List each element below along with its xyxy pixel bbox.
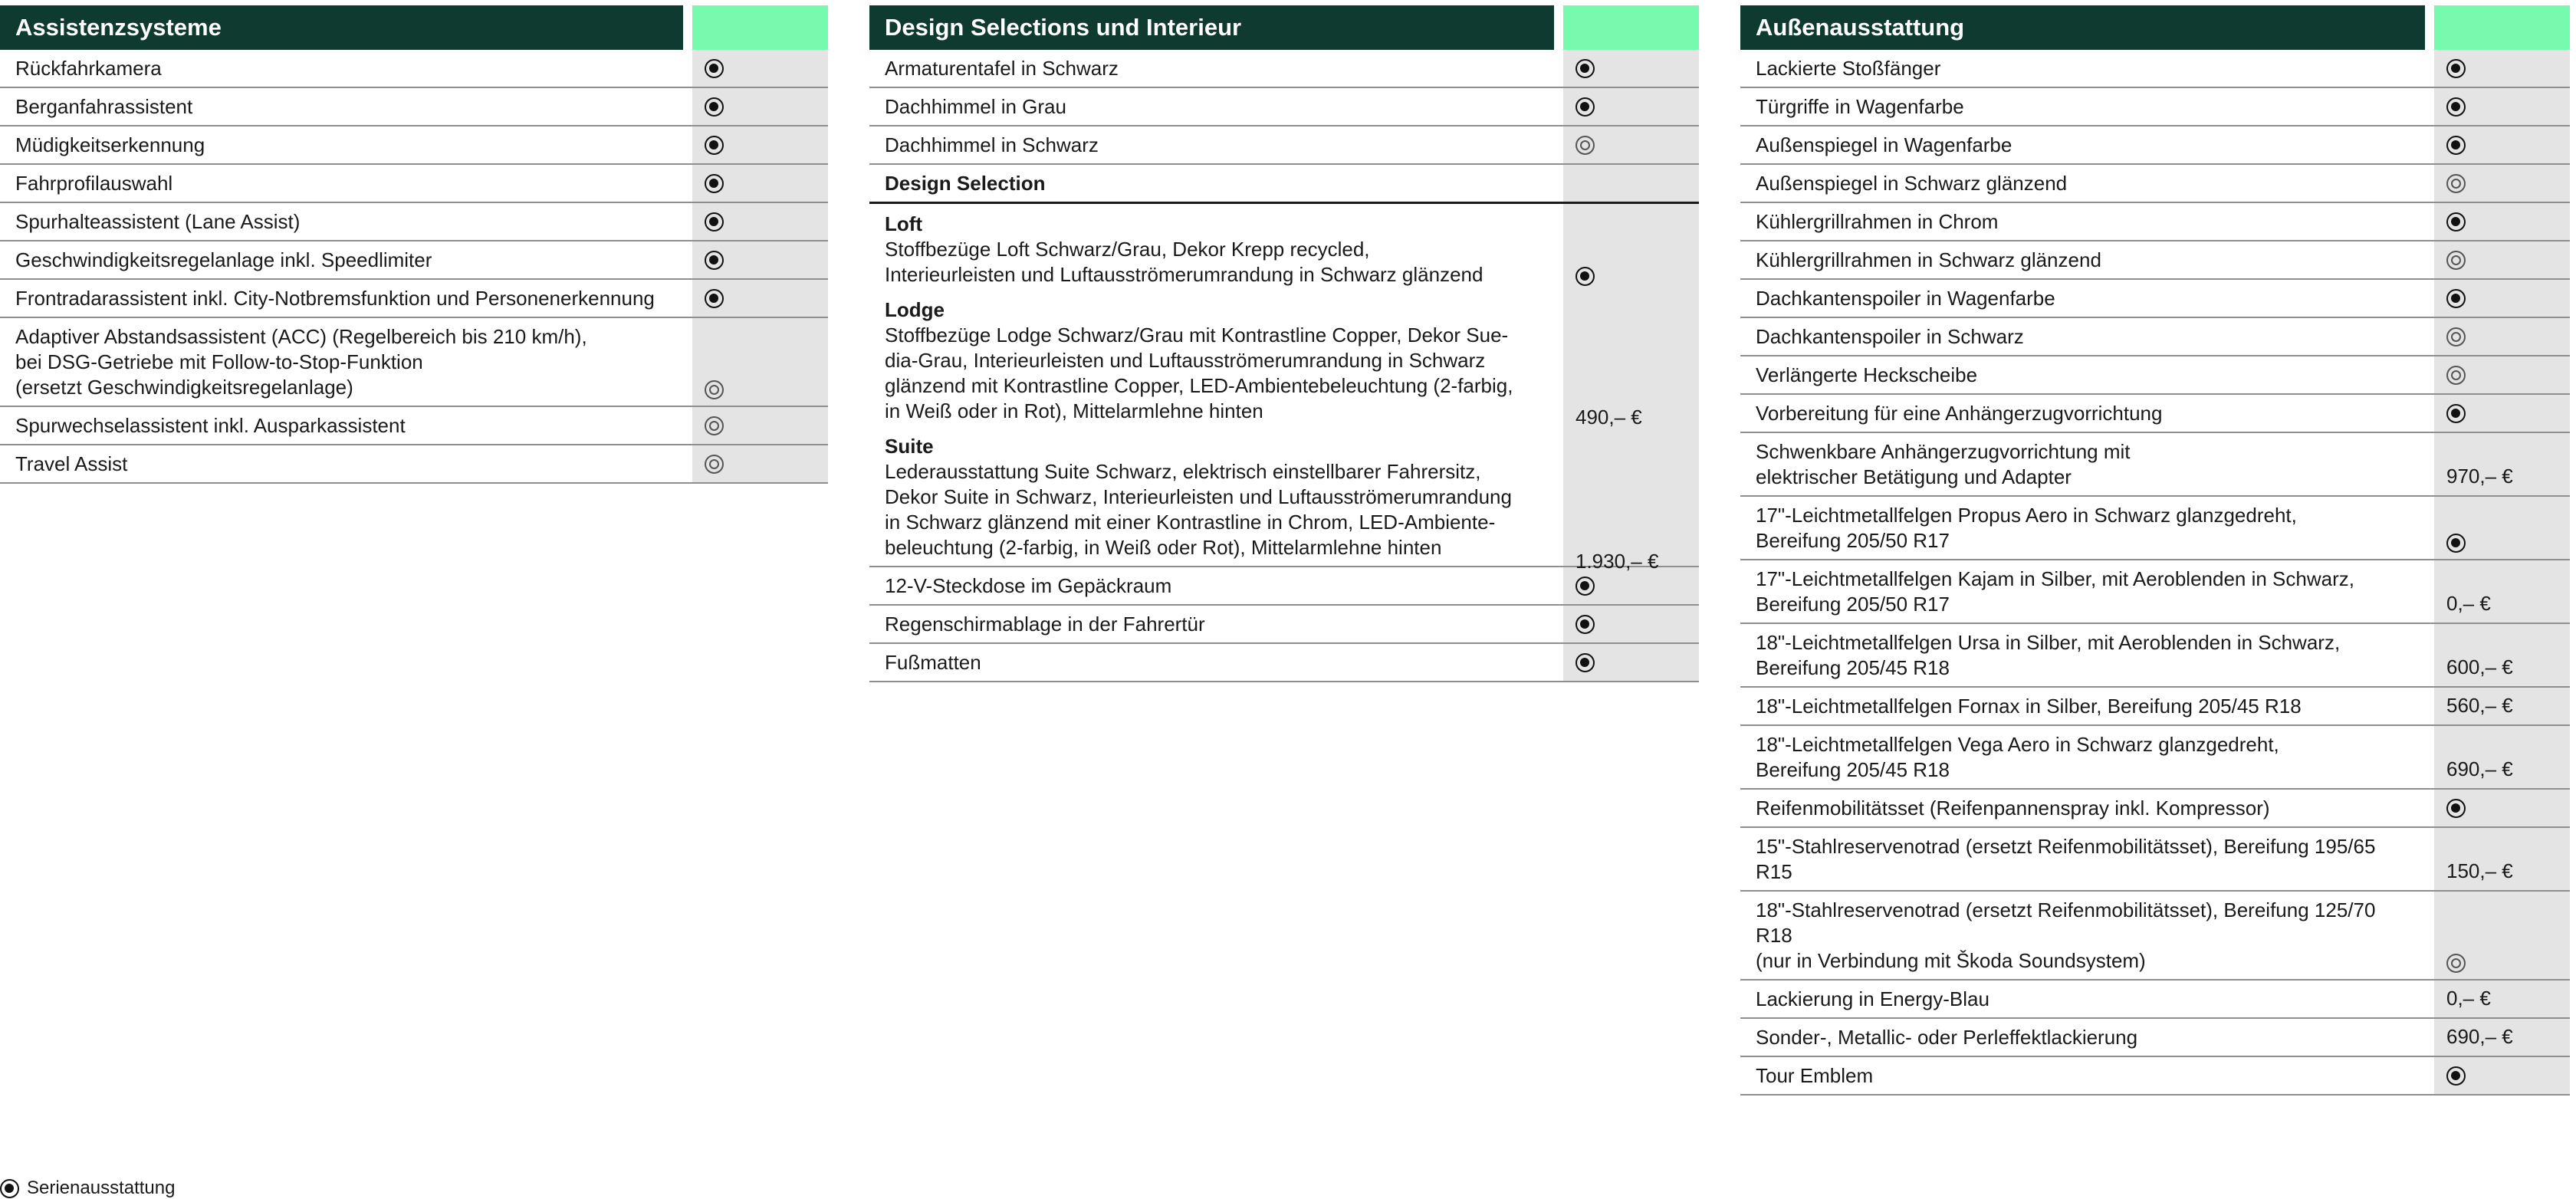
optional-equipment-icon — [2446, 327, 2466, 347]
row-value — [692, 203, 828, 240]
row-value — [692, 407, 828, 444]
standard-equipment-icon — [1576, 615, 1595, 634]
row-label: Dachkantenspoiler in Schwarz — [1756, 325, 2024, 348]
table-header — [0, 5, 828, 50]
row-label: 17"-Leichtmetallfelgen Kajam in Silber, mit Aeroblenden in Schwarz, Bereifung 205/50 R17 — [1756, 567, 2354, 616]
standard-equipment-icon — [1576, 267, 1595, 286]
table-row — [1740, 828, 2570, 892]
aussenausstattung-table — [1740, 5, 2570, 1096]
row-price: 150,– € — [2446, 859, 2513, 882]
optional-equipment-icon — [2446, 366, 2466, 385]
row-label: Frontradarassistent inkl. City-Notbremsfunktion und Personenerkennung — [15, 287, 655, 310]
row-label: 12-V-Steckdose im Gepäckraum — [885, 574, 1172, 597]
table-title: Design Selections und Interieur — [869, 5, 1554, 50]
table-title: Außenausstattung — [1740, 5, 2425, 50]
row-value — [2434, 356, 2570, 393]
selection-desc: Lederausstattung Suite Schwarz, elektrisch einstellbarer Fahrersitz, Dekor Suite in Schwarz, Interieurleisten und Luftausströmerumrandung in Schwarz glänzend mit einer Kontrastline in Chrom, LED-Ambiente- beleuchtung (2-farbig, in Weiß oder Rot), Mittelarmlehne hinten — [885, 460, 1512, 559]
standard-equipment-icon — [2446, 136, 2466, 155]
table-row — [1740, 50, 2570, 88]
row-label: Adaptiver Abstandsassistent (ACC) (Regelbereich bis 210 km/h), bei DSG-Getriebe mit Follow-to-Stop-Funktion (ersetzt Geschwindigkeitsregelanlage) — [15, 325, 587, 399]
row-label: Regenschirmablage in der Fahrertür — [885, 613, 1205, 636]
optional-equipment-icon — [1576, 136, 1595, 155]
row-value — [2434, 280, 2570, 317]
row-price: 600,– € — [2446, 655, 2513, 678]
optional-equipment-icon — [2446, 954, 2466, 973]
table-row — [1740, 88, 2570, 126]
row-label: Spurhalteassistent (Lane Assist) — [15, 210, 301, 233]
header-accent — [1563, 5, 1699, 50]
selection-price: 490,– € — [1576, 406, 1642, 429]
row-label: Vorbereitung für eine Anhängerzugvorrichtung — [1756, 402, 2163, 425]
row-label: Rückfahrkamera — [15, 57, 162, 80]
table-row — [1740, 356, 2570, 395]
row-value — [2434, 892, 2570, 979]
selection-values — [1563, 204, 1699, 573]
table-row — [1740, 1057, 2570, 1096]
table-row — [1740, 433, 2570, 497]
design-selections-table — [869, 5, 1699, 682]
table-row — [0, 407, 828, 445]
table-row — [1740, 241, 2570, 280]
row-value — [692, 50, 828, 87]
row-value — [2434, 624, 2570, 686]
row-label: Berganfahrassistent — [15, 95, 193, 118]
row-price: 690,– € — [2446, 1025, 2513, 1048]
selection-loft — [885, 212, 1545, 287]
row-label: Spurwechselassistent inkl. Ausparkassistent — [15, 414, 406, 437]
table-row — [869, 88, 1699, 126]
row-label: Dachhimmel in Schwarz — [885, 133, 1099, 156]
standard-equipment-icon — [2446, 289, 2466, 308]
row-label: Reifenmobilitätsset (Reifenpannenspray inkl. Kompressor) — [1756, 797, 2270, 820]
row-value — [2434, 50, 2570, 87]
row-label: 18"-Leichtmetallfelgen Vega Aero in Schwarz glanzgedreht, Bereifung 205/45 R18 — [1756, 733, 2279, 781]
table-row — [1740, 1019, 2570, 1057]
table-row — [1740, 280, 2570, 318]
table-row — [0, 280, 828, 318]
selection-name: Loft — [885, 212, 923, 235]
row-value — [2434, 318, 2570, 355]
row-label: Außenspiegel in Wagenfarbe — [1756, 133, 2013, 156]
standard-equipment-icon — [2446, 534, 2466, 553]
standard-equipment-icon — [2446, 799, 2466, 818]
row-value — [2434, 726, 2570, 788]
table-row — [1740, 203, 2570, 241]
standard-equipment-icon — [1576, 97, 1595, 117]
row-price: 560,– € — [2446, 694, 2513, 717]
row-label: Geschwindigkeitsregelanlage inkl. Speedlimiter — [15, 248, 432, 271]
row-value — [692, 241, 828, 278]
row-label: Verlängerte Heckscheibe — [1756, 363, 1978, 386]
standard-equipment-icon — [2446, 404, 2466, 423]
row-label: Kühlergrillrahmen in Schwarz glänzend — [1756, 248, 2101, 271]
standard-equipment-icon — [705, 97, 724, 117]
standard-equipment-icon — [1576, 577, 1595, 596]
row-value — [692, 126, 828, 163]
row-value — [2434, 433, 2570, 495]
standard-equipment-icon — [0, 1179, 19, 1198]
standard-equipment-icon — [705, 174, 724, 193]
standard-equipment-icon — [2446, 59, 2466, 78]
table-row — [869, 644, 1699, 682]
section-label: Design Selection — [885, 172, 1046, 195]
row-label: Fußmatten — [885, 651, 981, 674]
standard-equipment-icon — [705, 136, 724, 155]
table-row — [0, 50, 828, 88]
row-value — [692, 318, 828, 406]
row-value — [2434, 688, 2570, 724]
row-value — [2434, 126, 2570, 163]
row-price: 0,– € — [2446, 592, 2491, 615]
row-value — [2434, 497, 2570, 559]
table-row — [0, 126, 828, 165]
table-row — [0, 88, 828, 126]
row-label: Travel Assist — [15, 452, 128, 475]
row-value — [2434, 395, 2570, 432]
row-value — [1563, 644, 1699, 681]
row-value — [2434, 790, 2570, 826]
row-value — [2434, 981, 2570, 1017]
row-price: 0,– € — [2446, 987, 2491, 1010]
standard-equipment-icon — [2446, 97, 2466, 117]
row-label: 18"-Leichtmetallfelgen Ursa in Silber, mit Aeroblenden in Schwarz, Bereifung 205/45 R18 — [1756, 631, 2341, 679]
standard-equipment-icon — [2446, 212, 2466, 232]
section-row — [869, 165, 1699, 204]
selection-desc: Stoffbezüge Lodge Schwarz/Grau mit Kontrastline Copper, Dekor Sue- dia-Grau, Interieurleisten und Luftausströmerumrandung in Schwarz glänzend mit Kontrastline Copper, LED-Ambientebeleuchtung (2-farbig, in Weiß oder in Rot), Mittelarmlehne hinten — [885, 324, 1513, 422]
row-label: 18"-Leichtmetallfelgen Fornax in Silber, Bereifung 205/45 R18 — [1756, 695, 2302, 718]
selection-name: Lodge — [885, 298, 945, 321]
row-value — [2434, 828, 2570, 890]
row-value — [1563, 126, 1699, 163]
row-label: 17"-Leichtmetallfelgen Propus Aero in Schwarz glanzgedreht, Bereifung 205/50 R17 — [1756, 504, 2297, 552]
row-label: 18"-Stahlreservenotrad (ersetzt Reifenmobilitätsset), Bereifung 125/70 R18 (nur in Verbindung mit Škoda Soundsystem) — [1756, 898, 2376, 972]
optional-equipment-icon — [705, 380, 724, 399]
legend-standard-label: Serienausstattung — [27, 1178, 176, 1198]
table-row — [1740, 981, 2570, 1019]
table-row — [0, 165, 828, 203]
standard-equipment-icon — [705, 289, 724, 308]
row-label: Sonder-, Metallic- oder Perleffektlackierung — [1756, 1026, 2138, 1049]
table-row — [1740, 892, 2570, 981]
table-row — [869, 567, 1699, 606]
design-selection-block — [869, 204, 1699, 573]
row-value — [692, 445, 828, 482]
selection-suite — [885, 434, 1545, 560]
row-value — [2434, 88, 2570, 125]
selection-lodge — [885, 297, 1545, 424]
row-label: Schwenkbare Anhängerzugvorrichtung mit elektrischer Betätigung und Adapter — [1756, 440, 2131, 488]
row-value — [2434, 1057, 2570, 1094]
table-row — [1740, 688, 2570, 726]
row-value — [692, 165, 828, 202]
table-row — [0, 203, 828, 241]
design-selection-list — [869, 204, 1554, 566]
row-value — [2434, 165, 2570, 202]
row-value — [2434, 203, 2570, 240]
standard-equipment-icon — [705, 59, 724, 78]
optional-equipment-icon — [705, 416, 724, 435]
row-value — [2434, 241, 2570, 278]
optional-equipment-icon — [2446, 251, 2466, 270]
header-accent — [692, 5, 828, 50]
standard-equipment-icon — [705, 212, 724, 232]
table-row — [869, 606, 1699, 644]
table-row — [0, 241, 828, 280]
legend — [0, 1178, 175, 1199]
table-row — [0, 445, 828, 484]
row-label: Fahrprofilauswahl — [15, 172, 173, 195]
selection-price: 1.930,– € — [1576, 550, 1659, 573]
standard-equipment-icon — [1576, 653, 1595, 672]
table-row — [869, 50, 1699, 88]
optional-equipment-icon — [705, 455, 724, 474]
table-header — [1740, 5, 2570, 50]
header-accent — [2434, 5, 2570, 50]
standard-equipment-icon — [2446, 1066, 2466, 1086]
table-row — [1740, 560, 2570, 624]
standard-equipment-icon — [705, 251, 724, 270]
table-row — [1740, 790, 2570, 828]
row-label: Müdigkeitserkennung — [15, 133, 205, 156]
selection-desc: Stoffbezüge Loft Schwarz/Grau, Dekor Krepp recycled, Interieurleisten und Luftausströmerumrandung in Schwarz glänzend — [885, 238, 1484, 286]
table-header — [869, 5, 1699, 50]
table-row — [1740, 165, 2570, 203]
table-row — [1740, 624, 2570, 688]
row-value — [1563, 88, 1699, 125]
row-label: Lackierung in Energy-Blau — [1756, 987, 1990, 1010]
row-label: 15"-Stahlreservenotrad (ersetzt Reifenmobilitätsset), Bereifung 195/65 R15 — [1756, 835, 2376, 883]
row-value — [1563, 50, 1699, 87]
assistenzsysteme-table — [0, 5, 828, 484]
table-row — [0, 318, 828, 407]
row-value — [1563, 606, 1699, 642]
table-row — [1740, 497, 2570, 560]
row-value — [692, 280, 828, 317]
row-value — [692, 88, 828, 125]
row-label: Kühlergrillrahmen in Chrom — [1756, 210, 1999, 233]
table-row — [869, 126, 1699, 165]
row-label: Außenspiegel in Schwarz glänzend — [1756, 172, 2068, 195]
row-price: 970,– € — [2446, 465, 2513, 488]
row-price: 690,– € — [2446, 757, 2513, 780]
table-row — [1740, 395, 2570, 433]
section-value — [1563, 165, 1699, 202]
table-row — [1740, 126, 2570, 165]
standard-equipment-icon — [1576, 59, 1595, 78]
row-value — [2434, 1019, 2570, 1056]
row-label: Türgriffe in Wagenfarbe — [1756, 95, 1964, 118]
row-label: Tour Emblem — [1756, 1064, 1874, 1087]
row-label: Dachhimmel in Grau — [885, 95, 1066, 118]
row-value — [2434, 560, 2570, 622]
row-label: Dachkantenspoiler in Wagenfarbe — [1756, 287, 2055, 310]
table-row — [1740, 318, 2570, 356]
row-label: Lackierte Stoßfänger — [1756, 57, 1941, 80]
selection-name: Suite — [885, 435, 934, 458]
table-row — [1740, 726, 2570, 790]
optional-equipment-icon — [2446, 174, 2466, 193]
row-label: Armaturentafel in Schwarz — [885, 57, 1119, 80]
table-title: Assistenzsysteme — [0, 5, 683, 50]
